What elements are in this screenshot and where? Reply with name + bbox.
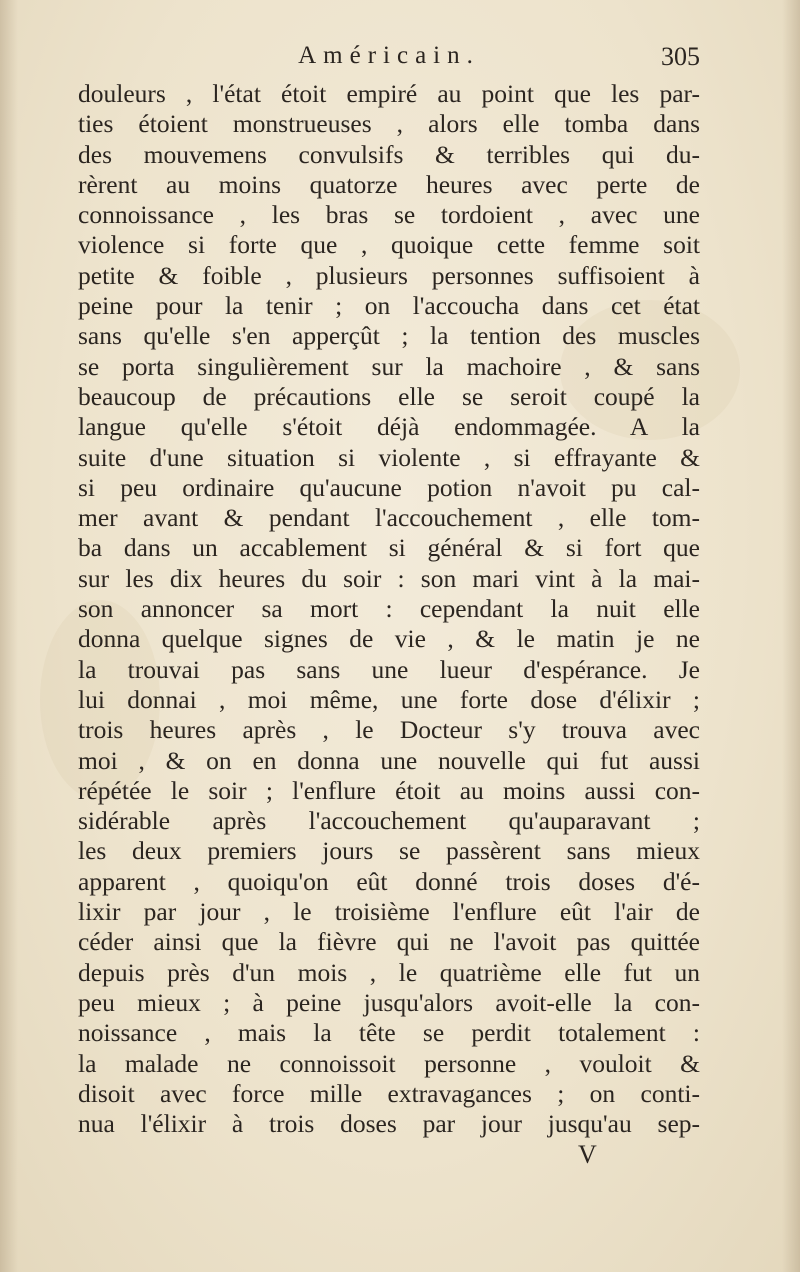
text-line: lixir par jour , le troisième l'enflure eût l'air de [78,897,700,927]
text-line: mer avant & pendant l'accouchement , elle tom- [78,503,700,533]
text-line: disoit avec force mille extravagances ; on conti- [78,1078,700,1108]
text-line: son annoncer sa mort : cependant la nuit elle [78,594,700,624]
body-text [78,79,700,1139]
text-line: des mouvemens convulsifs & terribles qui du- [78,139,700,169]
text-line: peine pour la tenir ; on l'accoucha dans cet état [78,291,700,321]
text-line: moi , & on en donna une nouvelle qui fut aussi [78,745,700,775]
text-line: les deux premiers jours se passèrent sans mieux [78,836,700,866]
text-line: la trouvai pas sans une lueur d'espérance. Je [78,654,700,684]
text-line: depuis près d'un mois , le quatrième elle fut un [78,957,700,987]
page-number: 305 [661,42,700,71]
text-line: sur les dix heures du soir : son mari vint à la mai- [78,563,700,593]
text-line: suite d'une situation si violente , si effrayante & [78,442,700,472]
text-line: rèrent au moins quatorze heures avec perte de [78,169,700,199]
text-line: violence si forte que , quoique cette femme soit [78,230,700,260]
text-line: noissance , mais la tête se perdit totalement : [78,1018,700,1048]
text-line: peu mieux ; à peine jusqu'alors avoit-elle la con- [78,987,700,1017]
text-line: connoissance , les bras se tordoient , avec une [78,200,700,230]
left-page-edge-shadow [0,0,18,1272]
text-line: ties étoient monstrueuses , alors elle tomba dans [78,109,700,139]
text-line: apparent , quoiqu'on eût donné trois doses d'é- [78,866,700,896]
text-line: se porta singulièrement sur la machoire , & sans [78,351,700,381]
text-line: sans qu'elle s'en apperçût ; la tention des muscles [78,321,700,351]
text-line: langue qu'elle s'étoit déjà endommagée. A la [78,412,700,442]
text-line: douleurs , l'état étoit empiré au point que les par- [78,79,700,108]
text-line: répétée le soir ; l'enflure étoit au moins aussi con- [78,775,700,805]
text-line: sidérable après l'accouchement qu'auparavant ; [78,806,700,836]
text-line: si peu ordinaire qu'aucune potion n'avoit pu cal- [78,472,700,502]
text-line: nua l'élixir à trois doses par jour jusqu'au sep- [78,1109,700,1139]
running-head: Américain. [298,42,480,69]
right-page-edge-shadow [782,0,800,1272]
text-line: beaucoup de précautions elle se seroit coupé la [78,381,700,411]
text-line: trois heures après , le Docteur s'y trouva avec [78,715,700,745]
text-line: donna quelque signes de vie , & le matin je ne [78,624,700,654]
text-line: céder ainsi que la fièvre qui ne l'avoit pas quittée [78,927,700,957]
page-header [78,42,700,82]
text-line: ba dans un accablement si général & si fort que [78,533,700,563]
text-line: la malade ne connoissoit personne , vouloit & [78,1048,700,1078]
signature-mark: V [578,1140,597,1169]
text-line: lui donnai , moi même, une forte dose d'élixir ; [78,684,700,714]
text-line: petite & foible , plusieurs personnes suffisoient à [78,260,700,290]
